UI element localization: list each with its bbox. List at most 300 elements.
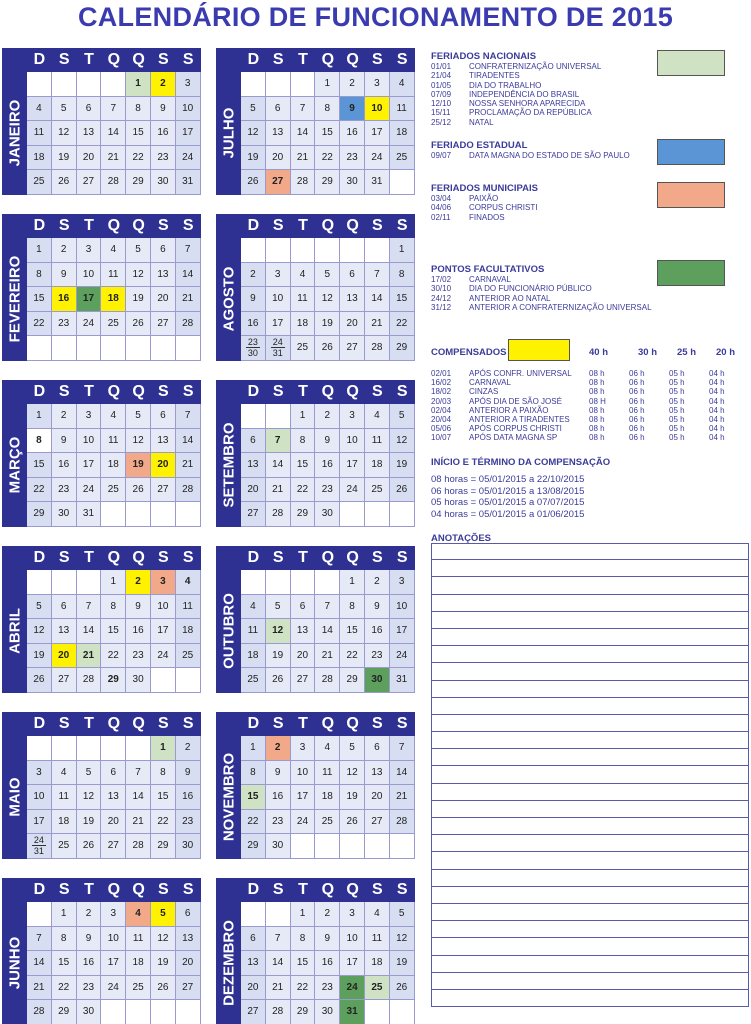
empty-day-cell — [390, 834, 415, 859]
day-cell: 2 — [315, 902, 340, 927]
day-cell: 9 — [365, 595, 390, 620]
note-line[interactable] — [431, 801, 749, 818]
day-cell: 14 — [27, 951, 52, 976]
weekday-letter: S — [58, 881, 70, 898]
day-cell: 31 — [77, 502, 102, 527]
day-cell: 18 — [27, 146, 52, 171]
note-line[interactable] — [431, 595, 749, 612]
month-name: ABRIL — [6, 608, 23, 655]
day-cell: 6 — [151, 238, 176, 263]
day-cell: 14 — [126, 785, 151, 810]
note-line[interactable] — [431, 612, 749, 629]
day-cell: 8 — [340, 595, 365, 620]
day-cell: 22 — [27, 478, 52, 503]
day-cell: 15 — [27, 453, 52, 478]
day-cell: 1 — [241, 736, 266, 761]
legend-item: 02/11 FINADOS — [431, 212, 505, 222]
month-janeiro — [2, 48, 201, 195]
note-line[interactable] — [431, 870, 749, 887]
weekday-letter: D — [247, 51, 260, 68]
day-cell: 10 — [176, 97, 201, 122]
day-cell: 17 — [77, 453, 102, 478]
note-line[interactable] — [431, 784, 749, 801]
day-cell: 24 — [151, 644, 176, 669]
day-cell: 5 — [77, 761, 102, 786]
day-cell: 14 — [291, 121, 316, 146]
weekday-letter: Q — [132, 217, 145, 234]
day-cell: 3 — [340, 404, 365, 429]
day-cell: 21 — [266, 976, 291, 1001]
day-cell: 27 — [340, 336, 365, 361]
weekday-letter: Q — [107, 51, 121, 68]
day-cell: 19 — [151, 951, 176, 976]
weekday-letter: S — [58, 549, 70, 566]
weekday-letter: Q — [321, 217, 335, 234]
day-cell: 25 — [291, 336, 316, 361]
day-cell: 4 — [315, 736, 340, 761]
day-cell: 22 — [340, 644, 365, 669]
day-cell: 11 — [315, 761, 340, 786]
day-cell: 8 — [291, 429, 316, 454]
day-cell: 30 — [176, 834, 201, 859]
day-cell: 11 — [126, 927, 151, 952]
empty-day-cell — [315, 570, 340, 595]
header-corner — [216, 380, 241, 404]
month-name: JANEIRO — [6, 99, 23, 167]
month-name: MAIO — [6, 777, 23, 817]
day-cell-highlighted: 24 31 — [27, 834, 52, 859]
day-cell: 25 — [101, 312, 126, 337]
empty-day-cell — [27, 902, 52, 927]
weekday-header — [216, 48, 415, 72]
day-cell: 13 — [340, 287, 365, 312]
day-cell: 16 — [365, 619, 390, 644]
empty-day-cell — [266, 404, 291, 429]
day-cell: 9 — [52, 429, 77, 454]
day-cell: 15 — [291, 951, 316, 976]
weekday-letter: S — [396, 715, 408, 732]
day-cell: 10 — [77, 429, 102, 454]
day-cell: 28 — [291, 170, 316, 195]
weekday-header — [2, 48, 201, 72]
day-cell: 10 — [27, 785, 52, 810]
note-line[interactable] — [431, 577, 749, 594]
day-cell: 5 — [315, 263, 340, 288]
weekday-letter: S — [272, 383, 284, 400]
month-name-bar — [216, 404, 241, 527]
day-cell: 31 — [176, 170, 201, 195]
day-cell: 20 — [266, 146, 291, 171]
day-cell-highlighted: 30 — [365, 668, 390, 693]
header-corner — [2, 48, 27, 72]
weekday-letter: T — [298, 881, 308, 898]
day-cell: 20 — [291, 644, 316, 669]
day-cell: 13 — [52, 619, 77, 644]
legend-nacionais-list — [431, 62, 661, 127]
note-line[interactable] — [431, 698, 749, 715]
weekday-letter: T — [84, 715, 94, 732]
legend-item: 30/10 DIA DO FUNCIONÁRIO PÚBLICO — [431, 284, 592, 294]
note-line[interactable] — [431, 663, 749, 680]
day-cell: 29 — [390, 336, 415, 361]
month-dezembro — [216, 878, 415, 1024]
empty-day-cell — [52, 570, 77, 595]
day-cell: 4 — [101, 404, 126, 429]
day-cell: 13 — [241, 453, 266, 478]
day-cell: 30 — [340, 170, 365, 195]
weekday-letter: Q — [107, 715, 121, 732]
weekday-header — [2, 546, 201, 570]
day-cell: 22 — [52, 976, 77, 1001]
weekday-letter: S — [182, 715, 194, 732]
day-cell: 12 — [390, 927, 415, 952]
day-cell: 28 — [315, 668, 340, 693]
weekday-letter: S — [58, 217, 70, 234]
day-cell: 4 — [52, 761, 77, 786]
day-cell: 6 — [176, 902, 201, 927]
legend-nacionais-title: FERIADOS NACIONAIS — [431, 51, 537, 62]
month-name-bar — [216, 72, 241, 195]
day-cell-highlighted: 9 — [340, 97, 365, 122]
weekday-header — [216, 712, 415, 736]
note-line[interactable] — [431, 646, 749, 663]
day-cell: 8 — [151, 761, 176, 786]
weekday-letter: D — [33, 51, 46, 68]
day-cell: 7 — [315, 595, 340, 620]
legend-item: 21/04 TIRADENTES — [431, 71, 520, 81]
day-cell: 16 — [151, 121, 176, 146]
empty-day-cell — [176, 1000, 201, 1024]
day-cell: 9 — [315, 927, 340, 952]
empty-day-cell — [340, 238, 365, 263]
note-line[interactable] — [431, 956, 749, 973]
weekday-header — [216, 380, 415, 404]
day-cell: 28 — [126, 834, 151, 859]
note-line[interactable] — [431, 904, 749, 921]
note-line[interactable] — [431, 938, 749, 955]
day-cell: 1 — [101, 570, 126, 595]
day-cell: 6 — [241, 927, 266, 952]
day-cell: 29 — [241, 834, 266, 859]
day-cell: 28 — [266, 502, 291, 527]
weekday-letter: S — [372, 51, 383, 68]
day-cell: 26 — [151, 976, 176, 1001]
weekday-letter: S — [182, 881, 194, 898]
day-cell: 5 — [241, 97, 266, 122]
weekday-letter: Q — [132, 549, 145, 566]
month-name: AGOSTO — [220, 266, 237, 332]
day-cell: 23 — [315, 976, 340, 1001]
weekday-letter: Q — [346, 51, 359, 68]
day-cell: 4 — [291, 263, 316, 288]
empty-day-cell — [315, 238, 340, 263]
day-cell-highlighted: 31 — [340, 1000, 365, 1024]
header-corner — [216, 546, 241, 570]
day-cell: 23 — [266, 810, 291, 835]
day-cell: 20 — [176, 951, 201, 976]
day-cell: 27 — [241, 502, 266, 527]
weekday-letter: T — [298, 715, 308, 732]
compensado-color-swatch — [508, 339, 570, 361]
weekday-letter: Q — [321, 881, 335, 898]
weekday-letter: S — [372, 549, 383, 566]
day-cell: 14 — [101, 121, 126, 146]
day-cell: 13 — [241, 951, 266, 976]
compensado-row: 20/03 APÓS DIA DE SÃO JOSÉ 08 H 06 h 05 h 04 h — [431, 396, 725, 406]
weekday-letter: D — [33, 383, 46, 400]
note-line[interactable] — [431, 835, 749, 852]
month-julho — [216, 48, 415, 195]
day-cell: 12 — [27, 619, 52, 644]
hour-header-20: 20 h — [716, 347, 736, 358]
weekday-letter: Q — [132, 715, 145, 732]
month-name: JUNHO — [6, 936, 23, 990]
weekday-letter: S — [272, 217, 284, 234]
day-cell: 17 — [365, 121, 390, 146]
weekday-letter: T — [84, 51, 94, 68]
day-cell: 12 — [151, 927, 176, 952]
day-cell: 13 — [151, 263, 176, 288]
day-cell-highlighted: 24 31 — [266, 336, 291, 361]
day-cell: 10 — [77, 263, 102, 288]
legend-item: 04/06 CORPUS CHRISTI — [431, 203, 538, 213]
weekday-letter: S — [372, 881, 383, 898]
day-cell: 21 — [101, 146, 126, 171]
compensado-row: 18/02 CINZAS 08 h 06 h 05 h 04 h — [431, 387, 725, 397]
day-cell: 18 — [176, 619, 201, 644]
note-line[interactable] — [431, 732, 749, 749]
note-line[interactable] — [431, 543, 749, 560]
day-cell: 6 — [266, 97, 291, 122]
compensado-row: 20/04 ANTERIOR A TIRADENTES 08 h 06 h 05 h 04 h — [431, 415, 725, 425]
note-line[interactable] — [431, 887, 749, 904]
compensado-row: 02/04 ANTERIOR A PAIXÃO 08 h 06 h 05 h 04 h — [431, 405, 725, 415]
weekday-header — [216, 546, 415, 570]
weekday-letter: Q — [132, 51, 145, 68]
weekday-letter: Q — [132, 383, 145, 400]
weekday-letter: S — [182, 549, 194, 566]
weekday-letter: S — [396, 383, 408, 400]
day-cell: 1 — [27, 404, 52, 429]
municipal-color-swatch — [657, 182, 725, 208]
anotacoes-lines[interactable] — [431, 543, 749, 1007]
day-cell: 23 — [340, 146, 365, 171]
day-cell: 29 — [291, 502, 316, 527]
day-cell: 27 — [241, 1000, 266, 1024]
day-cell-highlighted: 20 — [52, 644, 77, 669]
legend-municipais — [431, 183, 661, 222]
weekday-letter: S — [396, 549, 408, 566]
header-corner — [216, 878, 241, 902]
empty-day-cell — [340, 834, 365, 859]
day-cell-highlighted: 12 — [266, 619, 291, 644]
day-cell: 5 — [340, 736, 365, 761]
note-line[interactable] — [431, 715, 749, 732]
month-name: MARÇO — [6, 436, 23, 494]
day-cell: 17 — [340, 453, 365, 478]
empty-day-cell — [266, 72, 291, 97]
compensacao-line: 08 horas = 05/01/2015 a 22/10/2015 — [431, 474, 585, 485]
month-name: OUTUBRO — [220, 593, 237, 670]
empty-day-cell — [77, 736, 102, 761]
day-cell: 28 — [176, 478, 201, 503]
empty-day-cell — [151, 502, 176, 527]
day-cell: 21 — [390, 785, 415, 810]
weekday-letter: T — [298, 51, 308, 68]
day-cell: 3 — [77, 404, 102, 429]
day-cell: 6 — [340, 263, 365, 288]
day-cell: 22 — [241, 810, 266, 835]
day-cell: 15 — [126, 121, 151, 146]
day-cell: 26 — [315, 336, 340, 361]
day-cell: 29 — [291, 1000, 316, 1024]
day-cell: 8 — [52, 927, 77, 952]
weekday-letter: S — [372, 715, 383, 732]
weekday-letter: D — [247, 881, 260, 898]
empty-day-cell — [291, 570, 316, 595]
empty-day-cell — [27, 336, 52, 361]
month-setembro — [216, 380, 415, 527]
day-cell: 24 — [101, 976, 126, 1001]
day-cell: 18 — [365, 453, 390, 478]
day-cell: 6 — [77, 97, 102, 122]
day-cell: 30 — [77, 1000, 102, 1024]
day-cell: 21 — [365, 312, 390, 337]
weekday-header — [216, 878, 415, 902]
day-cell-highlighted: 4 — [176, 570, 201, 595]
day-cell: 11 — [52, 785, 77, 810]
day-cell: 26 — [340, 810, 365, 835]
month-name-bar — [2, 736, 27, 859]
day-cell: 19 — [340, 785, 365, 810]
note-line[interactable] — [431, 681, 749, 698]
weekday-letter: S — [182, 51, 194, 68]
day-cell: 12 — [52, 121, 77, 146]
legend-item: 07/09 INDEPENDÊNCIA DO BRASIL — [431, 89, 580, 99]
day-cell: 19 — [77, 810, 102, 835]
empty-day-cell — [151, 1000, 176, 1024]
empty-day-cell — [176, 336, 201, 361]
day-cell: 31 — [390, 668, 415, 693]
day-cell: 15 — [151, 785, 176, 810]
day-cell: 19 — [27, 644, 52, 669]
legend-item: 17/02 CARNAVAL — [431, 275, 511, 284]
day-cell: 21 — [27, 976, 52, 1001]
day-cell: 3 — [340, 902, 365, 927]
day-cell: 15 — [52, 951, 77, 976]
legend-facultativos — [431, 264, 671, 312]
weekday-letter: Q — [321, 51, 335, 68]
header-corner — [2, 546, 27, 570]
day-cell: 8 — [27, 263, 52, 288]
note-line[interactable] — [431, 921, 749, 938]
empty-day-cell — [266, 238, 291, 263]
compensados-list — [431, 369, 751, 443]
day-cell: 10 — [390, 595, 415, 620]
weekday-letter: T — [84, 881, 94, 898]
legend-item: 24/12 ANTERIOR AO NATAL — [431, 293, 551, 303]
day-cell: 17 — [340, 951, 365, 976]
note-line[interactable] — [431, 560, 749, 577]
day-cell: 8 — [241, 761, 266, 786]
day-cell: 19 — [266, 644, 291, 669]
day-cell: 16 — [77, 951, 102, 976]
weekday-letter: D — [33, 549, 46, 566]
day-cell: 8 — [390, 263, 415, 288]
day-cell: 15 — [27, 287, 52, 312]
day-cell: 30 — [126, 668, 151, 693]
day-cell: 3 — [77, 238, 102, 263]
day-cell: 13 — [176, 927, 201, 952]
day-cell: 1 — [315, 72, 340, 97]
weekday-letter: Q — [107, 383, 121, 400]
empty-day-cell — [241, 404, 266, 429]
weekday-letter: S — [372, 383, 383, 400]
day-cell: 17 — [390, 619, 415, 644]
empty-day-cell — [365, 834, 390, 859]
day-cell: 17 — [266, 312, 291, 337]
weekday-letter: Q — [346, 217, 359, 234]
month-name-bar — [216, 238, 241, 361]
legend-item: 01/05 DIA DO TRABALHO — [431, 80, 542, 90]
empty-day-cell — [390, 1000, 415, 1024]
month-novembro — [216, 712, 415, 859]
day-cell: 22 — [151, 810, 176, 835]
day-cell: 23 — [151, 146, 176, 171]
weekday-letter: Q — [346, 881, 359, 898]
day-cell: 30 — [151, 170, 176, 195]
hour-header-30: 30 h — [638, 347, 658, 358]
legend-item: 03/04 PAIXÃO — [431, 194, 499, 203]
day-cell: 19 — [126, 287, 151, 312]
day-cell: 12 — [390, 429, 415, 454]
day-cell: 3 — [291, 736, 316, 761]
note-line[interactable] — [431, 818, 749, 835]
day-cell: 30 — [315, 502, 340, 527]
day-cell: 11 — [101, 263, 126, 288]
note-line[interactable] — [431, 749, 749, 766]
note-line[interactable] — [431, 766, 749, 783]
day-cell: 4 — [27, 97, 52, 122]
day-cell: 28 — [390, 810, 415, 835]
note-line[interactable] — [431, 990, 749, 1007]
legend-item: 09/07 DATA MAGNA DO ESTADO DE SÃO PAULO — [431, 151, 630, 160]
day-cell: 25 — [126, 976, 151, 1001]
empty-day-cell — [266, 902, 291, 927]
day-cell: 29 — [126, 170, 151, 195]
empty-day-cell — [77, 336, 102, 361]
day-cell: 23 — [315, 478, 340, 503]
weekday-header — [2, 712, 201, 736]
day-cell: 18 — [52, 810, 77, 835]
estadual-color-swatch — [657, 139, 725, 165]
day-cell: 25 — [27, 170, 52, 195]
day-cell: 22 — [126, 146, 151, 171]
note-line[interactable] — [431, 852, 749, 869]
day-cell: 27 — [176, 976, 201, 1001]
weekday-letter: Q — [321, 383, 335, 400]
day-cell: 22 — [101, 644, 126, 669]
day-cell: 3 — [101, 902, 126, 927]
note-line[interactable] — [431, 973, 749, 990]
weekday-letter: S — [158, 383, 169, 400]
day-cell: 19 — [315, 312, 340, 337]
day-cell: 12 — [241, 121, 266, 146]
hour-header-40: 40 h — [589, 347, 609, 358]
weekday-letter: S — [158, 881, 169, 898]
legend-estadual-title: FERIADO ESTADUAL — [431, 140, 528, 151]
note-line[interactable] — [431, 629, 749, 646]
